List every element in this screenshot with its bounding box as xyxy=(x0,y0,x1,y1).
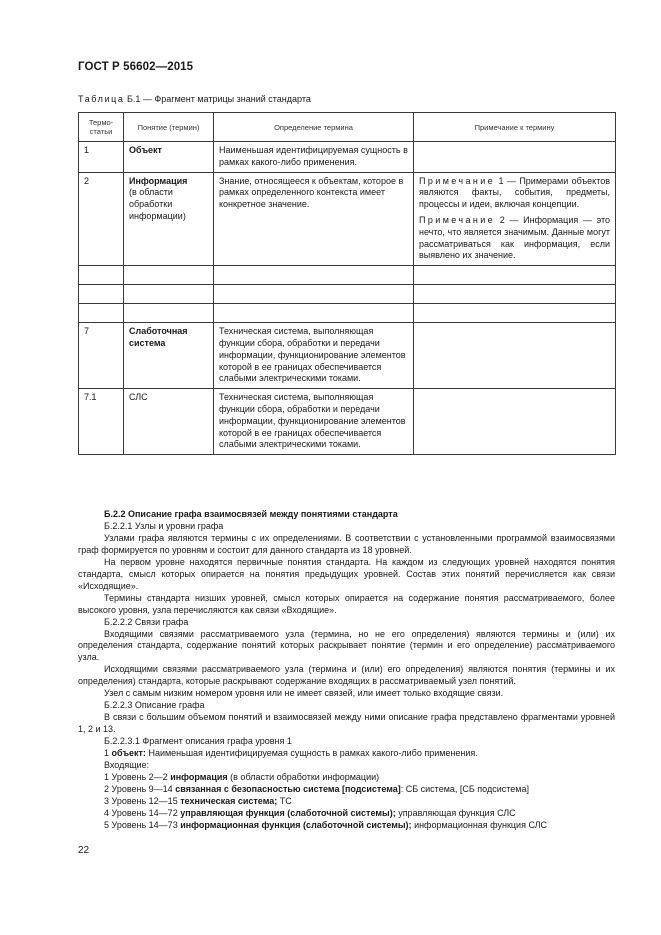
row-number: 7 xyxy=(79,323,124,389)
row-note xyxy=(414,323,616,389)
subsection-heading: Б.2.2.3.1 Фрагмент описания графа уровня 1 xyxy=(104,736,292,747)
row-number: 1 xyxy=(79,142,124,173)
row-term xyxy=(124,172,214,266)
column-header-definition: Определение термина xyxy=(214,113,414,142)
table-row-empty xyxy=(79,266,616,285)
list-label: Входящие: xyxy=(104,760,150,771)
table-caption-label: Таблица xyxy=(78,94,125,104)
row-number: 2 xyxy=(79,172,124,266)
table-row xyxy=(79,172,616,266)
column-header-note: Примечание к термину xyxy=(414,113,616,142)
note-1-label: Примечание xyxy=(419,175,496,186)
paragraph: Термины стандарта низших уровней, смысл которых опирается на содержание понятия рассматриваемого, более высокого уровня, узла перечисляются как связи «Входящие». xyxy=(78,592,615,615)
list-item: 4 Уровень 14—72 управляющая функция (слаботочной системы); управляющая функция СЛС xyxy=(104,807,516,818)
document-header: ГОСТ Р 56602—2015 xyxy=(78,61,194,73)
row-term: Слаботочная система xyxy=(124,323,214,389)
list-item: 3 Уровень 12—15 техническая система; ТС xyxy=(104,795,292,806)
section-heading: Б.2.2 Описание графа взаимосвязей между понятиями стандарта xyxy=(104,509,398,519)
subsection-heading: Б.2.2.3 Описание графа xyxy=(104,700,205,711)
subsection-heading: Б.2.2.1 Узлы и уровни графа xyxy=(104,520,224,531)
paragraph: В связи с большим объемом понятий и взаимосвязей между ними описание графа представлено фрагментами уровней 1, 2 и 13. xyxy=(78,712,615,735)
paragraph: На первом уровне находятся первичные понятия стандарта. На каждом из следующих уровней находятся понятия стандарта, смысл которых опирается на понятия предыдущих уровней. Состав этих понятий перечисляется как связи «Исходящие». xyxy=(78,556,615,591)
knowledge-matrix-table xyxy=(78,112,616,455)
row-term: СЛС xyxy=(124,389,214,455)
body-section xyxy=(78,509,615,832)
row-definition: Наименьшая идентифицируемая сущность в рамках какого-либо применения. xyxy=(214,142,414,173)
note-2-label: Примечание xyxy=(419,214,496,225)
list-item: 1 объект: Наименьшая идентифицируемая сущность в рамках какого-либо применения. xyxy=(104,748,478,759)
row-definition: Техническая система, выполняющая функции сбора, обработки и передачи информации, функционирование элементов которой в ее границах обеспечивается слабыми электрическими токами. xyxy=(214,389,414,455)
list-item: 2 Уровень 9—14 связанная с безопасностью система [подсистема]: СБ система, [СБ подсистема] xyxy=(104,783,529,794)
table-row-empty xyxy=(79,285,616,304)
row-number: 7.1 xyxy=(79,389,124,455)
row-term: Объект xyxy=(124,142,214,173)
column-header-number: Термо-статьи xyxy=(79,113,124,142)
note-2-text: 2 — Информация — это нечто, что является значимым. Данные могут рассматриваться как информация, если выявлено их значение. xyxy=(419,214,610,261)
row-definition: Знание, относящееся к объектам, которое в рамках определенного контекста имеет конкретное значение. xyxy=(214,172,414,266)
row-note xyxy=(414,389,616,455)
row-term-name: Информация xyxy=(129,175,188,186)
table-row xyxy=(79,389,616,455)
row-note xyxy=(414,142,616,173)
list-item: 5 Уровень 14—73 информационная функция (слаботочной системы); информационная функция СЛС xyxy=(104,819,548,830)
paragraph: Узел с самым низким номером уровня или не имеет связей, или имеет только входящие связи. xyxy=(104,688,504,699)
table-header-row xyxy=(79,113,616,142)
page-number: 22 xyxy=(78,845,90,856)
row-note xyxy=(414,172,616,266)
table-caption-title: Б.1 — Фрагмент матрицы знаний стандарта xyxy=(127,94,311,104)
table-row xyxy=(79,142,616,173)
paragraph: Исходящими связями рассматриваемого узла (термина и (или) его определения) являются понятия (термины и их определения) стандарта, которые раскрывают содержание входящих в рассматриваемый узел понятий. xyxy=(78,664,615,687)
note-1 xyxy=(419,176,610,211)
note-2 xyxy=(419,215,610,262)
paragraph: Входящими связями рассматриваемого узла (термина, но не его определения) являются термины и (или) их определения стандарта, содержание понятий которых раскрывает понятие (термин и его определение) рассматриваемого узла. xyxy=(78,628,615,663)
table-caption xyxy=(78,94,311,104)
list-item: 1 Уровень 2—2 информация (в области обработки информации) xyxy=(104,771,380,782)
row-definition: Техническая система, выполняющая функции сбора, обработки и передачи информации, функционирование элементов которой в ее границах обеспечивается слабыми электрическими токами. xyxy=(214,323,414,389)
row-term-qualifier: (в области обработки информации) xyxy=(129,187,186,221)
note-1-text: 1 — Примерами объектов являются факты, события, предметы, процессы и идеи, включая концепции. xyxy=(419,175,610,210)
paragraph: Узлами графа являются термины с их определениями. В соответствии с установленными программой взаимосвязями граф формируется по уровням и состоит для данного стандарта из 18 уровней. xyxy=(78,532,615,555)
table-row xyxy=(79,323,616,389)
table-row-empty xyxy=(79,304,616,323)
column-header-term: Понятие (термин) xyxy=(124,113,214,142)
subsection-heading: Б.2.2.2 Связи графа xyxy=(104,616,189,627)
